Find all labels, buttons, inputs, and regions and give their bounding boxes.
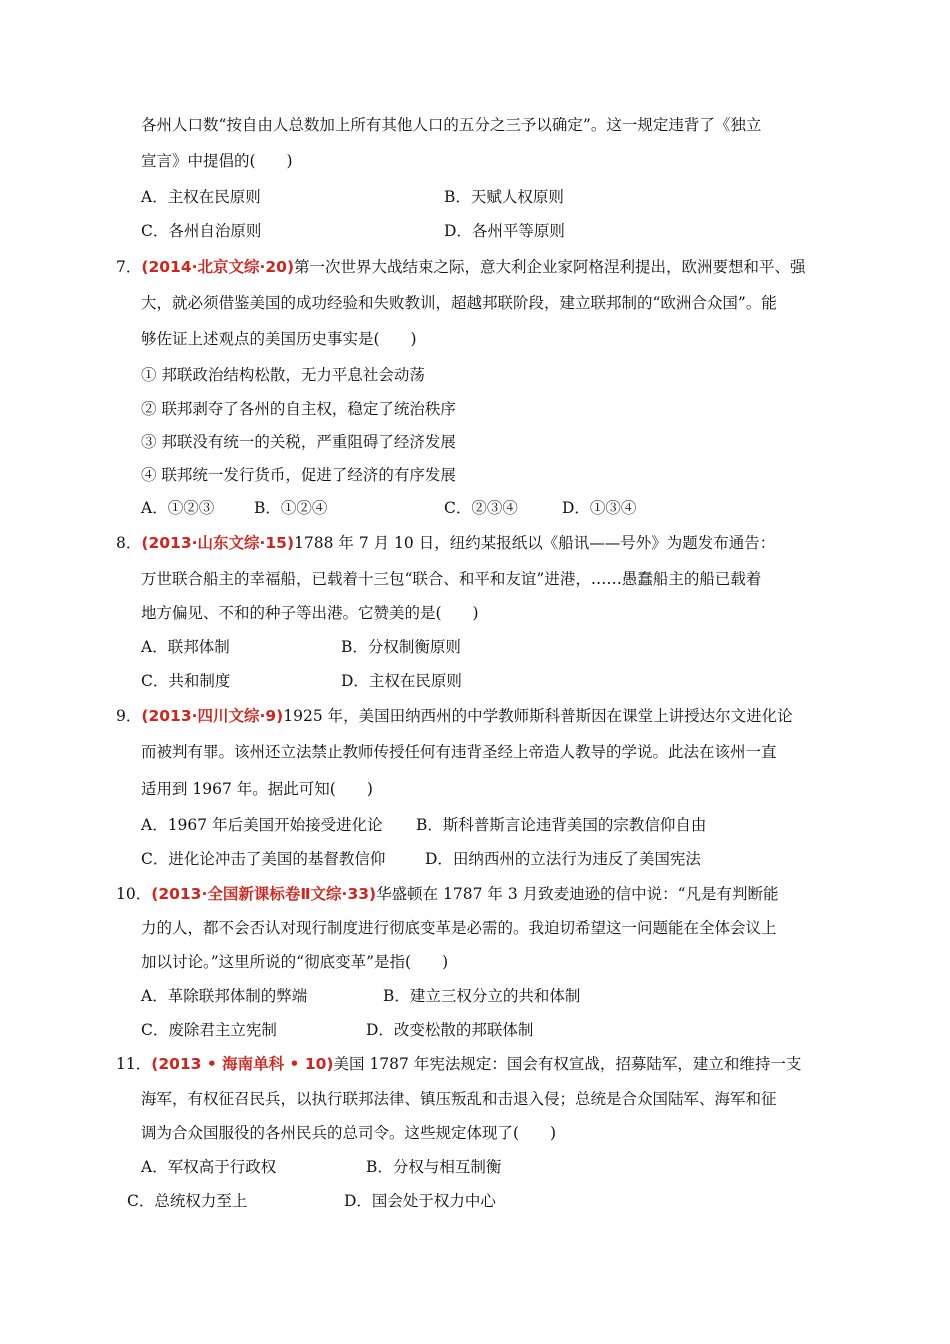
q8-stem-line-1 xyxy=(116,532,775,554)
q7-option-b: B．①②④ xyxy=(254,499,328,517)
q11-source-tag: (2013 • 海南单科 • 10) xyxy=(151,1055,334,1073)
q7-statement-2: ② 联邦剥夺了各州的自主权，稳定了统治秩序 xyxy=(141,400,456,418)
q9-stem-line-2: 而被判有罪。该州还立法禁止教师传授任何有违背圣经上帝造人教导的学说。此法在该州一直 xyxy=(141,743,777,761)
q7-stem-line-2: 大，就必须借鉴美国的成功经验和失败教训，超越邦联阶段，建立联邦制的“欧洲合众国”。能 xyxy=(141,294,777,312)
q6-option-b: B．天赋人权原则 xyxy=(444,188,564,206)
q10-option-d: D．改变松散的邦联体制 xyxy=(366,1021,534,1039)
q8-source-tag: (2013·山东文综·15) xyxy=(141,534,295,552)
q11-option-b: B．分权与相互制衡 xyxy=(366,1158,502,1176)
q7-option-d: D．①③④ xyxy=(562,499,637,517)
q6-option-a: A．主权在民原则 xyxy=(141,188,261,206)
q10-stem-line-1 xyxy=(116,883,779,905)
q8-stem-line-3: 地方偏见、不和的种子等出港。它赞美的是( ) xyxy=(141,604,479,622)
q8-option-d: D．主权在民原则 xyxy=(341,672,462,690)
q7-stem-line-3: 够佐证上述观点的美国历史事实是( ) xyxy=(141,330,417,348)
q7-stem-line-1 xyxy=(116,256,806,278)
q7-stem-text: 第一次世界大战结束之际，意大利企业家阿格涅利提出，欧洲要想和平、强 xyxy=(294,258,806,276)
q11-stem-line-1 xyxy=(116,1053,801,1075)
q10-stem-line-3: 加以讨论。”这里所说的“彻底变革”是指( ) xyxy=(141,953,449,971)
q9-option-a: A．1967 年后美国开始接受进化论 xyxy=(141,816,383,834)
q9-stem-line-1 xyxy=(116,705,793,727)
q11-option-d: D．国会处于权力中心 xyxy=(344,1192,496,1210)
q10-option-c: C．废除君主立宪制 xyxy=(141,1021,277,1039)
q11-number: 11． xyxy=(116,1055,152,1073)
q8-stem-text: 1788 年 7 月 10 日，纽约某报纸以《船讯——号外》为题发布通告： xyxy=(294,534,776,552)
q9-stem-text: 1925 年，美国田纳西州的中学教师斯科普斯因在课堂上讲授达尔文进化论 xyxy=(283,707,793,725)
q11-stem-line-2: 海军，有权征召民兵，以执行联邦法律、镇压叛乱和击退入侵；总统是合众国陆军、海军和征 xyxy=(141,1090,777,1108)
q7-statement-4: ④ 联邦统一发行货币，促进了经济的有序发展 xyxy=(141,466,456,484)
q9-stem-line-3: 适用到 1967 年。据此可知( ) xyxy=(141,780,373,798)
q11-option-c: C．总统权力至上 xyxy=(127,1192,248,1210)
q6-option-d: D．各州平等原则 xyxy=(444,222,565,240)
q10-option-b: B．建立三权分立的共和体制 xyxy=(383,987,581,1005)
q6-option-c: C．各州自治原则 xyxy=(141,222,262,240)
q9-number: 9． xyxy=(116,707,142,725)
q6-stem-line-2: 宣言》中提倡的( ) xyxy=(141,152,293,170)
q8-option-b: B．分权制衡原则 xyxy=(341,638,461,656)
q7-statement-3: ③ 邦联没有统一的关税，严重阻碍了经济发展 xyxy=(141,433,456,451)
q10-source-tag: (2013·全国新课标卷Ⅱ文综·33) xyxy=(151,885,377,903)
q11-stem-text: 美国 1787 年宪法规定：国会有权宣战，招募陆军，建立和维持一支 xyxy=(333,1055,802,1073)
q8-option-c: C．共和制度 xyxy=(141,672,231,690)
q11-option-a: A．军权高于行政权 xyxy=(141,1158,277,1176)
q7-option-a: A．①②③ xyxy=(141,499,215,517)
q8-number: 8． xyxy=(116,534,142,552)
q9-option-b: B．斯科普斯言论违背美国的宗教信仰自由 xyxy=(416,816,707,834)
q10-number: 10． xyxy=(116,885,152,903)
q9-option-c: C．进化论冲击了美国的基督教信仰 xyxy=(141,850,386,868)
q8-stem-line-2: 万世联合船主的幸福船，已载着十三包“联合、和平和友谊”进港，……愚蠢船主的船已载着 xyxy=(141,570,762,588)
q8-option-a: A．联邦体制 xyxy=(141,638,230,656)
q9-source-tag: (2013·四川文综·9) xyxy=(141,707,284,725)
q7-number: 7． xyxy=(116,258,142,276)
q11-stem-line-3: 调为合众国服役的各州民兵的总司令。这些规定体现了( ) xyxy=(141,1124,557,1142)
q9-option-d: D．田纳西州的立法行为违反了美国宪法 xyxy=(425,850,701,868)
q7-source-tag: (2014·北京文综·20) xyxy=(141,258,295,276)
q7-statement-1: ① 邦联政治结构松散，无力平息社会动荡 xyxy=(141,366,425,384)
q10-option-a: A．革除联邦体制的弊端 xyxy=(141,987,308,1005)
q7-option-c: C．②③④ xyxy=(444,499,518,517)
q10-stem-line-2: 力的人，都不会否认对现行制度进行彻底变革是必需的。我迫切希望这一问题能在全体会议上 xyxy=(141,919,777,937)
q10-stem-text: 华盛顿在 1787 年 3 月致麦迪逊的信中说：“凡是有判断能 xyxy=(376,885,779,903)
q6-stem-line-1: 各州人口数“按自由人总数加上所有其他人口的五分之三予以确定”。这一规定违背了《独立 xyxy=(141,116,762,134)
